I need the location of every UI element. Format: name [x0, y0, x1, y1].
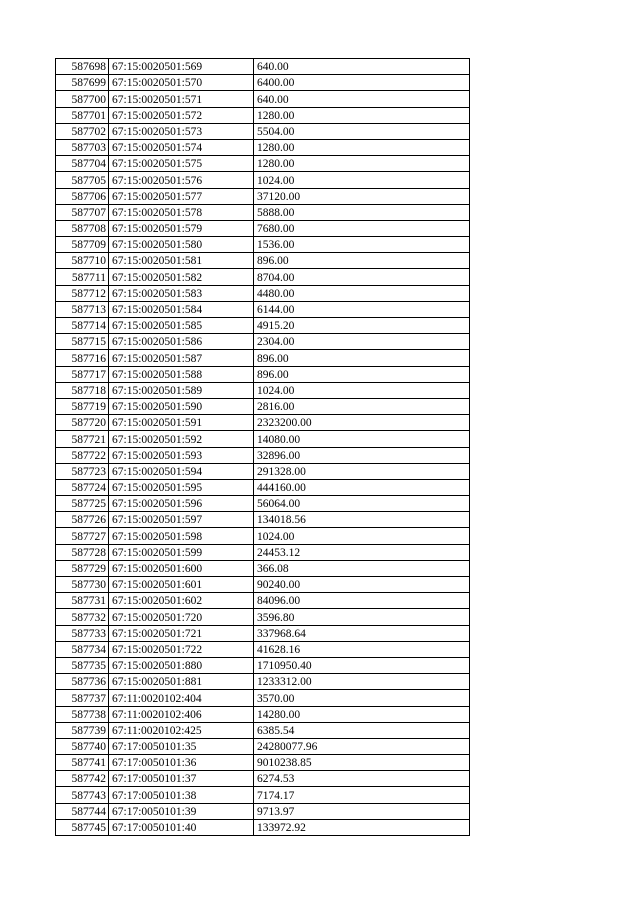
value-cell: 896.00 [254, 253, 470, 269]
value-cell: 3596.80 [254, 609, 470, 625]
value-cell: 1280.00 [254, 139, 470, 155]
value-cell: 1233312.00 [254, 674, 470, 690]
row-number-cell: 587732 [56, 609, 109, 625]
table-row [56, 139, 470, 155]
row-number-cell: 587736 [56, 674, 109, 690]
cadastral-value-table [55, 58, 470, 836]
cadastral-number-cell: 67:15:0020501:600 [109, 560, 254, 576]
value-cell: 640.00 [254, 91, 470, 107]
value-cell: 5504.00 [254, 123, 470, 139]
cadastral-number-cell: 67:11:0020102:406 [109, 706, 254, 722]
table-row [56, 431, 470, 447]
row-number-cell: 587743 [56, 787, 109, 803]
cadastral-number-cell: 67:17:0050101:35 [109, 738, 254, 754]
value-cell: 1280.00 [254, 107, 470, 123]
cadastral-number-cell: 67:15:0020501:580 [109, 237, 254, 253]
cadastral-number-cell: 67:15:0020501:721 [109, 625, 254, 641]
table-row [56, 544, 470, 560]
table-row [56, 366, 470, 382]
value-cell: 2323200.00 [254, 415, 470, 431]
cadastral-number-cell: 67:11:0020102:404 [109, 690, 254, 706]
row-number-cell: 587734 [56, 641, 109, 657]
table-row [56, 577, 470, 593]
table-row [56, 755, 470, 771]
row-number-cell: 587719 [56, 398, 109, 414]
cadastral-number-cell: 67:15:0020501:571 [109, 91, 254, 107]
value-cell: 14080.00 [254, 431, 470, 447]
row-number-cell: 587705 [56, 172, 109, 188]
table-row [56, 220, 470, 236]
row-number-cell: 587700 [56, 91, 109, 107]
value-cell: 90240.00 [254, 577, 470, 593]
value-cell: 337968.64 [254, 625, 470, 641]
cadastral-number-cell: 67:15:0020501:577 [109, 188, 254, 204]
row-number-cell: 587739 [56, 722, 109, 738]
row-number-cell: 587728 [56, 544, 109, 560]
cadastral-number-cell: 67:11:0020102:425 [109, 722, 254, 738]
table-row [56, 318, 470, 334]
cadastral-number-cell: 67:15:0020501:581 [109, 253, 254, 269]
value-cell: 1024.00 [254, 382, 470, 398]
value-cell: 32896.00 [254, 447, 470, 463]
value-cell: 6385.54 [254, 722, 470, 738]
cadastral-number-cell: 67:15:0020501:880 [109, 657, 254, 673]
value-cell: 7174.17 [254, 787, 470, 803]
cadastral-number-cell: 67:15:0020501:585 [109, 318, 254, 334]
value-cell: 896.00 [254, 366, 470, 382]
row-number-cell: 587727 [56, 528, 109, 544]
table-row [56, 237, 470, 253]
row-number-cell: 587724 [56, 479, 109, 495]
table-row [56, 398, 470, 414]
value-cell: 133972.92 [254, 819, 470, 835]
row-number-cell: 587737 [56, 690, 109, 706]
value-cell: 1024.00 [254, 528, 470, 544]
row-number-cell: 587716 [56, 350, 109, 366]
value-cell: 1024.00 [254, 172, 470, 188]
row-number-cell: 587725 [56, 496, 109, 512]
row-number-cell: 587730 [56, 577, 109, 593]
cadastral-number-cell: 67:15:0020501:597 [109, 512, 254, 528]
table-row [56, 204, 470, 220]
row-number-cell: 587706 [56, 188, 109, 204]
table-row [56, 285, 470, 301]
cadastral-number-cell: 67:15:0020501:881 [109, 674, 254, 690]
row-number-cell: 587699 [56, 75, 109, 91]
table-row [56, 690, 470, 706]
value-cell: 4915.20 [254, 318, 470, 334]
row-number-cell: 587731 [56, 593, 109, 609]
cadastral-number-cell: 67:15:0020501:598 [109, 528, 254, 544]
value-cell: 8704.00 [254, 269, 470, 285]
cadastral-number-cell: 67:15:0020501:722 [109, 641, 254, 657]
value-cell: 366.08 [254, 560, 470, 576]
row-number-cell: 587744 [56, 803, 109, 819]
table-row [56, 59, 470, 75]
cadastral-number-cell: 67:15:0020501:720 [109, 609, 254, 625]
cadastral-number-cell: 67:15:0020501:591 [109, 415, 254, 431]
table-row [56, 188, 470, 204]
row-number-cell: 587729 [56, 560, 109, 576]
table-row [56, 771, 470, 787]
table-row [56, 447, 470, 463]
row-number-cell: 587741 [56, 755, 109, 771]
row-number-cell: 587715 [56, 334, 109, 350]
cadastral-number-cell: 67:17:0050101:37 [109, 771, 254, 787]
table-row [56, 463, 470, 479]
table-row [56, 350, 470, 366]
cadastral-number-cell: 67:15:0020501:575 [109, 156, 254, 172]
row-number-cell: 587735 [56, 657, 109, 673]
cadastral-number-cell: 67:15:0020501:594 [109, 463, 254, 479]
cadastral-number-cell: 67:15:0020501:596 [109, 496, 254, 512]
cadastral-number-cell: 67:15:0020501:588 [109, 366, 254, 382]
row-number-cell: 587742 [56, 771, 109, 787]
value-cell: 84096.00 [254, 593, 470, 609]
table-body [56, 59, 470, 836]
cadastral-number-cell: 67:15:0020501:574 [109, 139, 254, 155]
value-cell: 6274.53 [254, 771, 470, 787]
value-cell: 896.00 [254, 350, 470, 366]
table-row [56, 496, 470, 512]
table-row [56, 301, 470, 317]
table-row [56, 819, 470, 835]
value-cell: 2304.00 [254, 334, 470, 350]
cadastral-number-cell: 67:15:0020501:601 [109, 577, 254, 593]
row-number-cell: 587723 [56, 463, 109, 479]
row-number-cell: 587722 [56, 447, 109, 463]
row-number-cell: 587726 [56, 512, 109, 528]
table-row [56, 75, 470, 91]
cadastral-number-cell: 67:15:0020501:593 [109, 447, 254, 463]
value-cell: 14280.00 [254, 706, 470, 722]
table-row [56, 107, 470, 123]
table-row [56, 479, 470, 495]
cadastral-number-cell: 67:15:0020501:573 [109, 123, 254, 139]
table-row [56, 172, 470, 188]
row-number-cell: 587702 [56, 123, 109, 139]
cadastral-number-cell: 67:15:0020501:582 [109, 269, 254, 285]
table-row [56, 722, 470, 738]
row-number-cell: 587710 [56, 253, 109, 269]
value-cell: 5888.00 [254, 204, 470, 220]
value-cell: 24280077.96 [254, 738, 470, 754]
cadastral-number-cell: 67:15:0020501:578 [109, 204, 254, 220]
value-cell: 444160.00 [254, 479, 470, 495]
cadastral-number-cell: 67:17:0050101:40 [109, 819, 254, 835]
row-number-cell: 587712 [56, 285, 109, 301]
row-number-cell: 587713 [56, 301, 109, 317]
row-number-cell: 587745 [56, 819, 109, 835]
cadastral-number-cell: 67:15:0020501:579 [109, 220, 254, 236]
value-cell: 24453.12 [254, 544, 470, 560]
table-row [56, 123, 470, 139]
table-row [56, 609, 470, 625]
value-cell: 7680.00 [254, 220, 470, 236]
row-number-cell: 587714 [56, 318, 109, 334]
row-number-cell: 587703 [56, 139, 109, 155]
table-row [56, 253, 470, 269]
row-number-cell: 587720 [56, 415, 109, 431]
value-cell: 1536.00 [254, 237, 470, 253]
cadastral-number-cell: 67:15:0020501:586 [109, 334, 254, 350]
value-cell: 4480.00 [254, 285, 470, 301]
value-cell: 9010238.85 [254, 755, 470, 771]
value-cell: 134018.56 [254, 512, 470, 528]
value-cell: 3570.00 [254, 690, 470, 706]
cadastral-number-cell: 67:15:0020501:576 [109, 172, 254, 188]
value-cell: 2816.00 [254, 398, 470, 414]
value-cell: 37120.00 [254, 188, 470, 204]
table-row [56, 91, 470, 107]
cadastral-number-cell: 67:15:0020501:592 [109, 431, 254, 447]
table-row [56, 560, 470, 576]
cadastral-number-cell: 67:15:0020501:587 [109, 350, 254, 366]
value-cell: 41628.16 [254, 641, 470, 657]
table-row [56, 512, 470, 528]
table-row [56, 382, 470, 398]
value-cell: 6144.00 [254, 301, 470, 317]
cadastral-number-cell: 67:17:0050101:39 [109, 803, 254, 819]
cadastral-number-cell: 67:15:0020501:583 [109, 285, 254, 301]
row-number-cell: 587709 [56, 237, 109, 253]
row-number-cell: 587718 [56, 382, 109, 398]
row-number-cell: 587733 [56, 625, 109, 641]
table-row [56, 156, 470, 172]
cadastral-number-cell: 67:15:0020501:590 [109, 398, 254, 414]
cadastral-number-cell: 67:15:0020501:599 [109, 544, 254, 560]
row-number-cell: 587740 [56, 738, 109, 754]
table-row [56, 738, 470, 754]
cadastral-number-cell: 67:15:0020501:589 [109, 382, 254, 398]
row-number-cell: 587701 [56, 107, 109, 123]
cadastral-number-cell: 67:15:0020501:584 [109, 301, 254, 317]
table-row [56, 528, 470, 544]
row-number-cell: 587711 [56, 269, 109, 285]
table-row [56, 269, 470, 285]
table-row [56, 787, 470, 803]
table-row [56, 334, 470, 350]
row-number-cell: 587717 [56, 366, 109, 382]
row-number-cell: 587707 [56, 204, 109, 220]
row-number-cell: 587721 [56, 431, 109, 447]
row-number-cell: 587698 [56, 59, 109, 75]
table-row [56, 657, 470, 673]
cadastral-number-cell: 67:15:0020501:572 [109, 107, 254, 123]
table-row [56, 415, 470, 431]
row-number-cell: 587708 [56, 220, 109, 236]
value-cell: 291328.00 [254, 463, 470, 479]
cadastral-number-cell: 67:15:0020501:569 [109, 59, 254, 75]
cadastral-number-cell: 67:15:0020501:602 [109, 593, 254, 609]
row-number-cell: 587738 [56, 706, 109, 722]
value-cell: 640.00 [254, 59, 470, 75]
value-cell: 9713.97 [254, 803, 470, 819]
value-cell: 1710950.40 [254, 657, 470, 673]
cadastral-number-cell: 67:17:0050101:36 [109, 755, 254, 771]
table-row [56, 803, 470, 819]
row-number-cell: 587704 [56, 156, 109, 172]
table-row [56, 593, 470, 609]
cadastral-number-cell: 67:17:0050101:38 [109, 787, 254, 803]
value-cell: 56064.00 [254, 496, 470, 512]
table-row [56, 641, 470, 657]
cadastral-number-cell: 67:15:0020501:570 [109, 75, 254, 91]
table-row [56, 706, 470, 722]
table-row [56, 625, 470, 641]
cadastral-number-cell: 67:15:0020501:595 [109, 479, 254, 495]
value-cell: 1280.00 [254, 156, 470, 172]
value-cell: 6400.00 [254, 75, 470, 91]
table-row [56, 674, 470, 690]
